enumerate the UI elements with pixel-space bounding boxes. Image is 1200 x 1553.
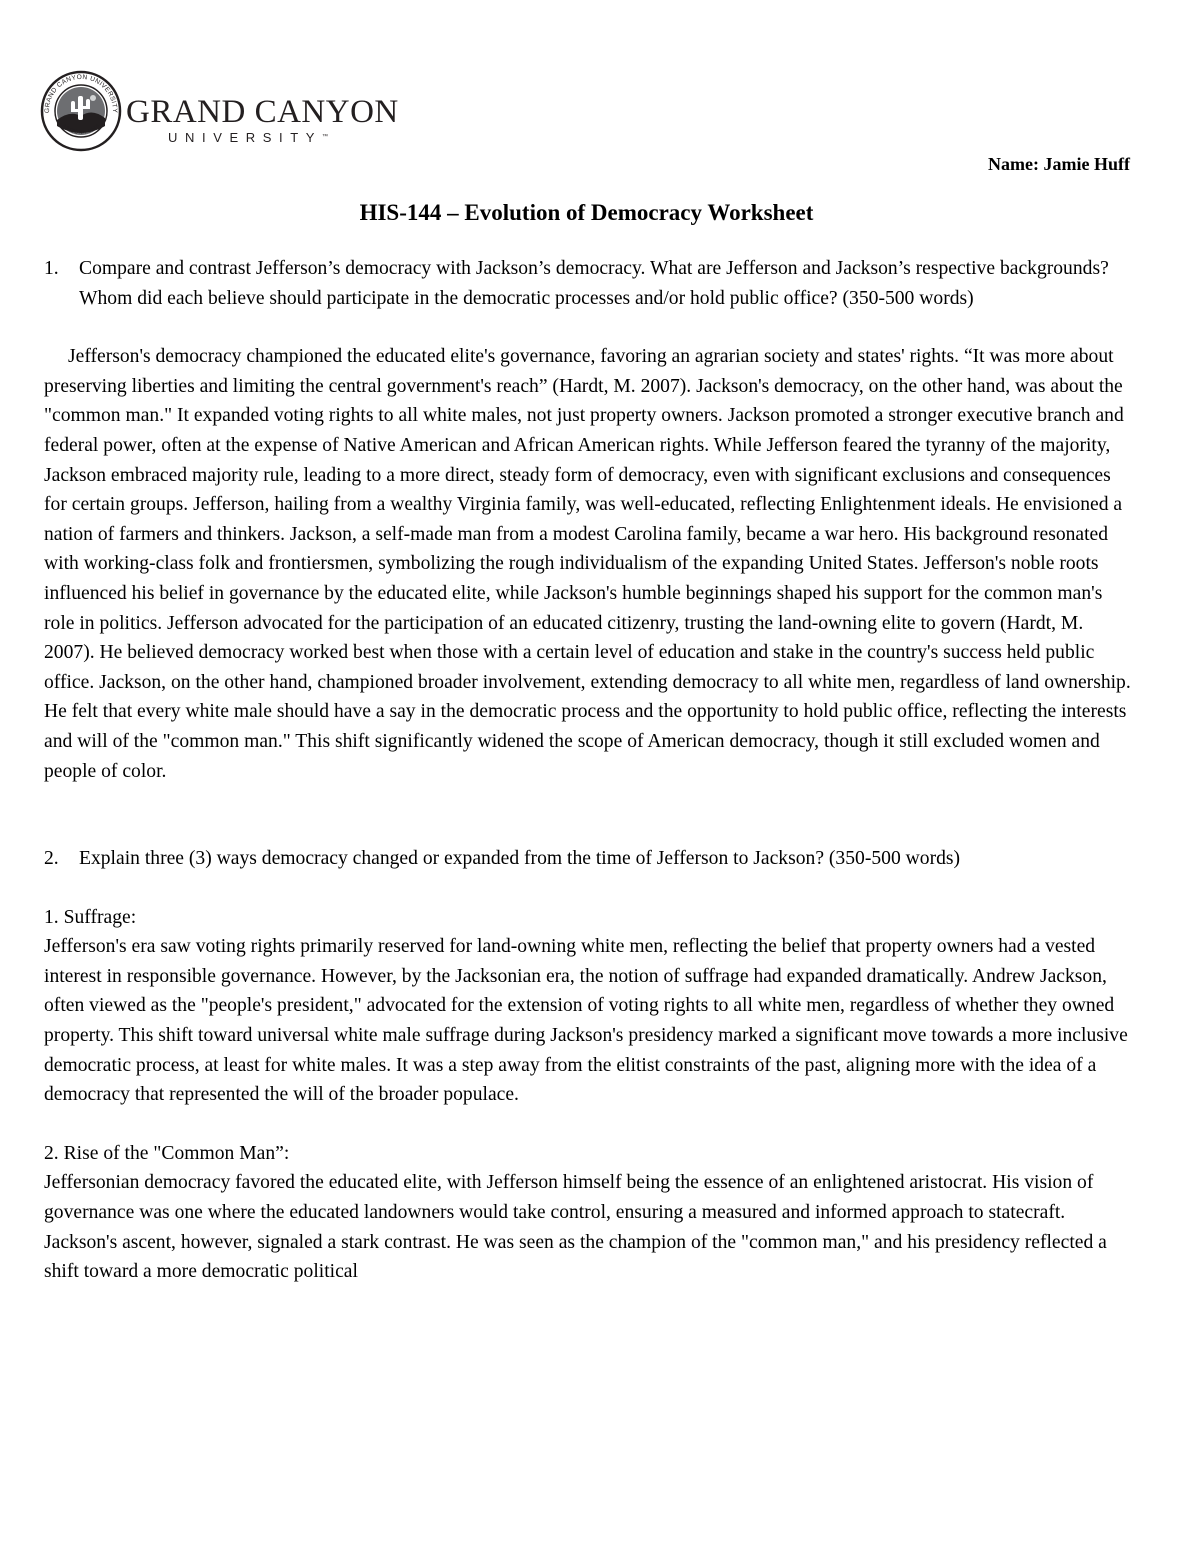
question-2 (44, 844, 1134, 874)
student-name: Name: Jamie Huff (988, 154, 1130, 174)
section-common-man-body: Jeffersonian democracy favored the educated elite, with Jefferson himself being the essence of an enlightened aristocrat. His vision of governance was one where the educated landowners would take control, ensuring a measured and informed approach to statecraft. Jackson's ascent, however, signaled a stark contrast. He was seen as the champion of the "common man," and his presidency reflected a shift toward a more democratic political (44, 1172, 1107, 1283)
question-2-text: Explain three (3) ways democracy changed or expanded from the time of Jefferson to Jackson? (350-500 words) (79, 848, 961, 870)
question-1-text: Compare and contrast Jefferson’s democracy with Jackson’s democracy. What are Jefferson and Jackson’s respective backgrounds? Whom did each believe should participate in the democratic processes and/or hold public office? (350-500 words) (79, 258, 1109, 309)
worksheet-title: HIS-144 – Evolution of Democracy Worksheet (359, 200, 814, 225)
answer-1-paragraph: Jefferson's democracy championed the educated elite's governance, favoring an agrarian society and states' rights. “It was more about preserving liberties and limiting the central government's reach” (Hardt, M. 2007). Jackson's democracy, on the other hand, was about the "common man." It expanded voting rights to all white males, not just property owners. Jackson promoted a stronger executive branch and federal power, often at the expense of Native American and African American rights. While Jefferson feared the tyranny of the majority, Jackson embraced majority rule, leading to a more direct, steady form of democracy, even with significant exclusions and consequences for certain groups. Jefferson, hailing from a wealthy Virginia family, was well-educated, reflecting Enlightenment ideals. He envisioned a nation of farmers and thinkers. Jackson, a self-made man from a modest Carolina family, became a war hero. His background resonated with working-class folk and frontiersmen, symbolizing the rough individualism of the expanding United States. Jefferson's noble roots influenced his belief in governance by the educated elite, while Jackson's humble beginnings shaped his support for the common man's role in politics. Jefferson advocated for the participation of an educated citizenry, trusting the land-owning elite to govern (Hardt, M. 2007). He believed democracy worked best when those with a certain level of education and stake in the country's success held public office. Jackson, on the other hand, championed broader involvement, extending democracy to all white men, regardless of land ownership. He felt that every white male should have a say in the democratic process and the opportunity to hold public office, reflecting the interests and will of the "common man." This shift significantly widened the scope of American democracy, though it still excluded women and people of color. (44, 346, 1131, 782)
svg-text:GRAND CANYON UNIVERSITY: GRAND CANYON UNIVERSITY (43, 73, 119, 114)
svg-text:ARIZONA 1949: ARIZONA 1949 (60, 122, 102, 136)
question-1-number: 1. (44, 258, 59, 279)
question-2-number: 2. (44, 848, 59, 870)
section-common-man-heading: 2. Rise of the "Common Man”: (44, 1142, 290, 1164)
university-wordmark (126, 94, 399, 154)
seal-ring-text (40, 70, 122, 152)
university-logo (40, 70, 399, 160)
wordmark-university: UNIVERSITY™ (168, 130, 329, 145)
wordmark-grand-canyon: GRAND CANYON (126, 94, 399, 130)
question-1 (44, 254, 1134, 313)
section-suffrage-heading: 1. Suffrage: (44, 906, 137, 928)
section-suffrage-body: Jefferson's era saw voting rights primarily reserved for land-owning white men, reflecting the belief that property owners had a vested interest in responsible governance. However, by the Jacksonian era, the notion of suffrage had expanded dramatically. Andrew Jackson, often viewed as the "people's president," advocated for the extension of voting rights to all white men, regardless of whether they owned property. This shift toward universal white male suffrage during Jackson's presidency marked a significant move towards a more inclusive democratic process, at least for white males. It was a step away from the elitist constraints of the past, aligning more with the idea of a democracy that represented the will of the broader populace. (44, 936, 1128, 1106)
worksheet-body (44, 254, 1134, 1287)
